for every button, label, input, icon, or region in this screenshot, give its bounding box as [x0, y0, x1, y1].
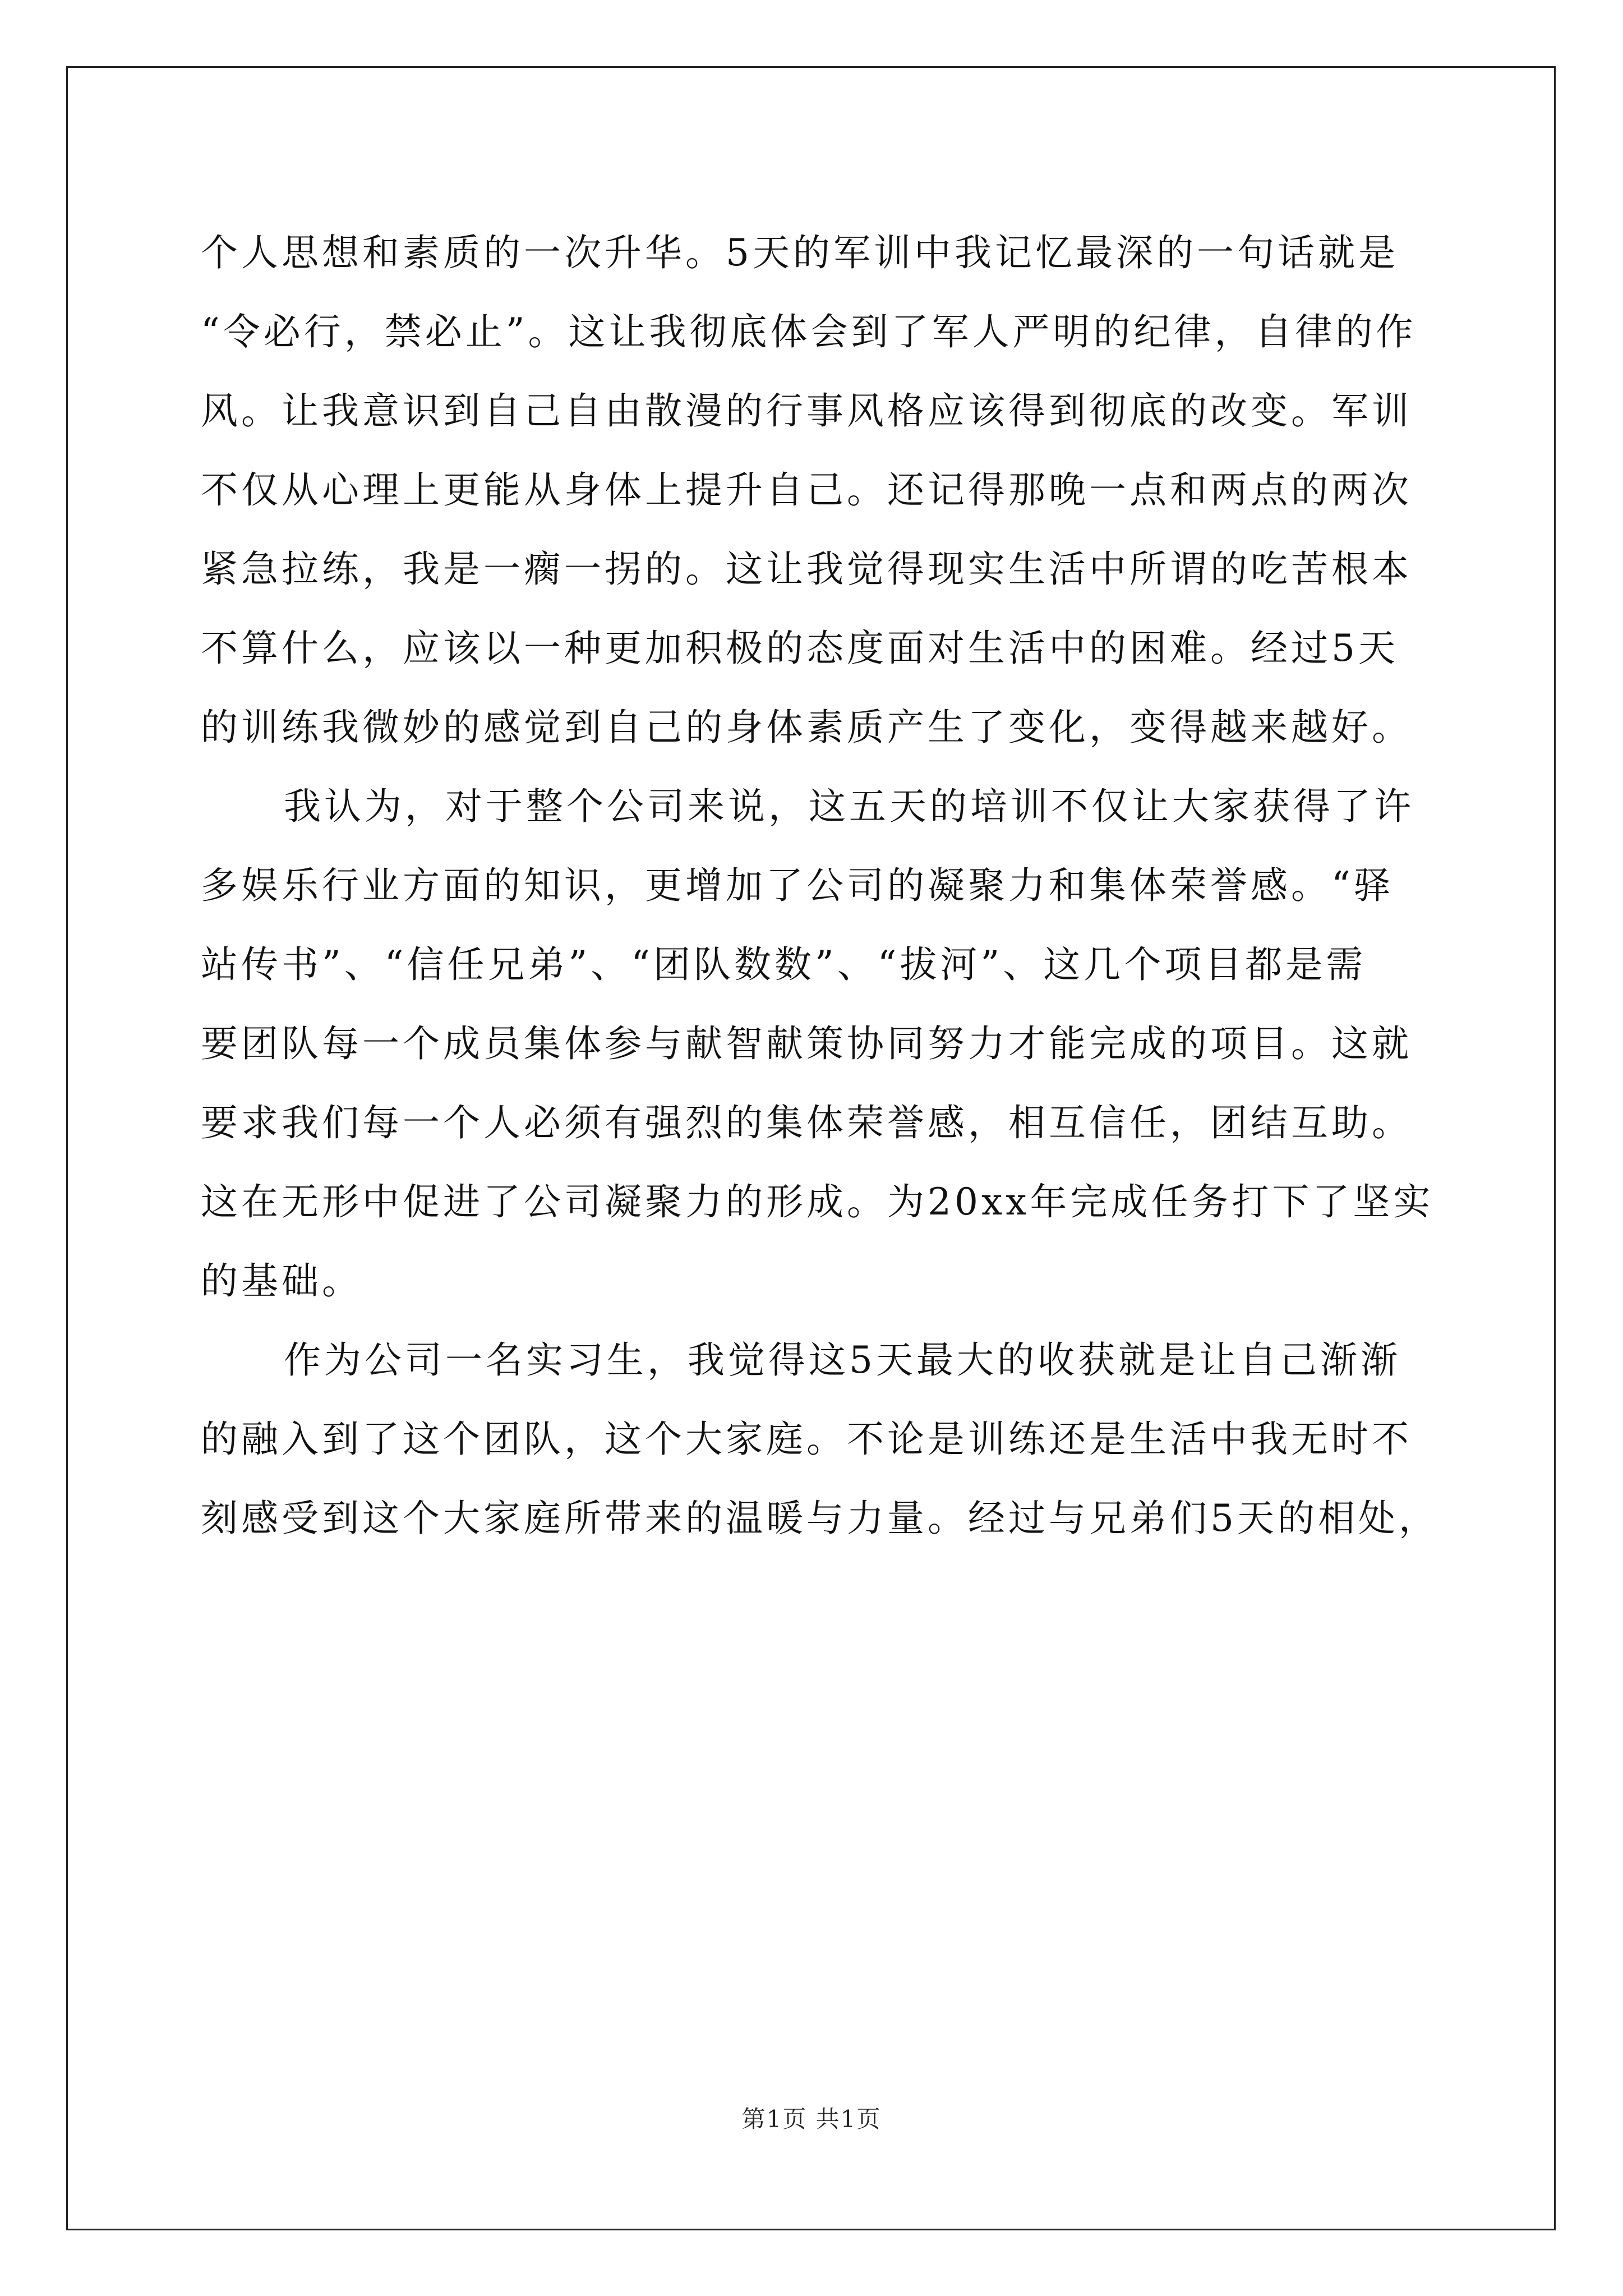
document-body [201, 213, 1439, 1558]
text-line: 要求我们每一个人必须有强烈的集体荣誉感，相互信任，团结互助。 [201, 1101, 1412, 1144]
text-line: “令必行，禁必止”。这让我彻底体会到了军人严明的纪律，自律的作 [201, 310, 1417, 353]
text-line: 的基础。 [201, 1259, 362, 1303]
text-line: 要团队每一个成员集体参与献智献策协同努力才能完成的项目。这就 [201, 1022, 1412, 1065]
page-footer: 第1页 共1页 [741, 2105, 882, 2133]
text-line: 风。让我意识到自己自由散漫的行事风格应该得到彻底的改变。军训 [201, 389, 1412, 432]
text-line: 我认为，对于整个公司来说，这五天的培训不仅让大家获得了许 [284, 785, 1414, 828]
text-line: 这在无形中促进了公司凝聚力的形成。为20xx年完成任务打下了坚实 [201, 1180, 1434, 1223]
text-line: 多娱乐行业方面的知识，更增加了公司的凝聚力和集体荣誉感。“驿 [201, 864, 1394, 907]
text-line: 个人思想和素质的一次升华。5天的军训中我记忆最深的一句话就是 [201, 231, 1399, 274]
text-line: 刻感受到这个大家庭所带来的温暖与力量。经过与兄弟们5天的相处， [201, 1497, 1439, 1540]
text-line: 的融入到了这个团队，这个大家庭。不论是训练还是生活中我无时不 [201, 1418, 1412, 1461]
text-line: 紧急拉练，我是一瘸一拐的。这让我觉得现实生活中所谓的吃苦根本 [201, 547, 1412, 591]
text-line: 站传书”、“信任兄弟”、“团队数数”、“拔河”、这几个项目都是需 [201, 943, 1367, 986]
text-line: 不仅从心理上更能从身体上提升自己。还记得那晚一点和两点的两次 [201, 468, 1412, 512]
text-line: 作为公司一名实习生，我觉得这5天最大的收获就是让自己渐渐 [284, 1338, 1401, 1382]
text-line: 的训练我微妙的感觉到自己的身体素质产生了变化，变得越来越好。 [201, 706, 1412, 749]
text-line: 不算什么，应该以一种更加积极的态度面对生活中的困难。经过5天 [201, 627, 1399, 670]
